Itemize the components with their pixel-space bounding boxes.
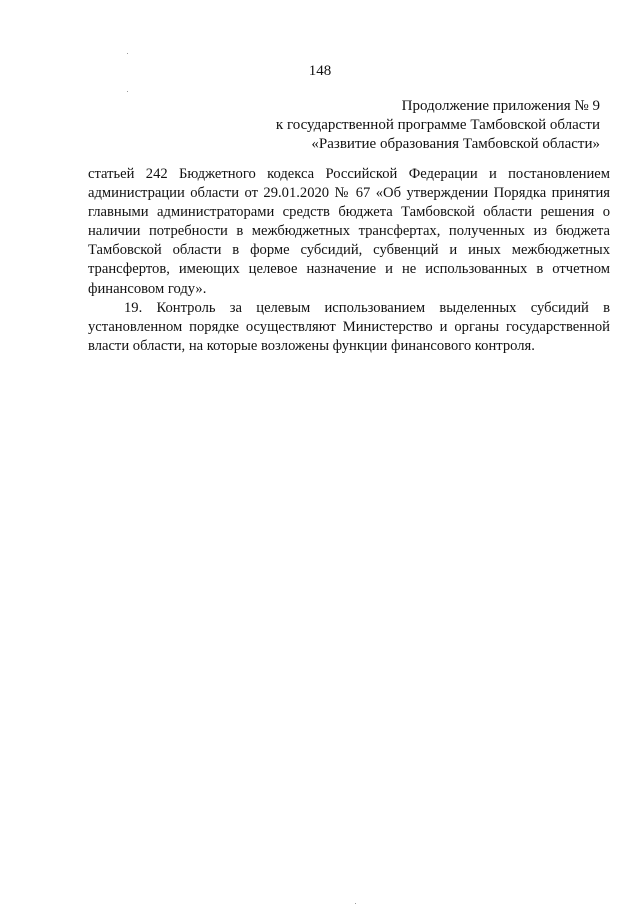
appendix-continuation-line: Продолжение приложения № 9 bbox=[401, 98, 600, 114]
paragraph-continuation: статьей 242 Бюджетного кодекса Российской Федерации и постановлением администрации области от 29.01.2020 № 67 «Об утверждении Порядка принятия главными администраторами средств бюджета Тамбовской области решения о наличии потребности в межбюджетных трансфертах, полученных из бюджета Тамбовской области в форме субсидий, субвенций и иных межбюджетных трансфертов, имеющих целевое назначение и не использованных в отчетном финансовом году». bbox=[88, 166, 610, 297]
appendix-program-title-line: «Развитие образования Тамбовской области» bbox=[311, 136, 600, 152]
page-number: 148 bbox=[308, 63, 332, 79]
scan-speck bbox=[355, 903, 356, 904]
scan-speck bbox=[127, 91, 128, 92]
body-text bbox=[88, 165, 610, 356]
paragraph-item-19: 19. Контроль за целевым использованием выделенных субсидий в установленном порядке осуществляют Министерство и органы государственной власти области, на которые возложены функции финансового контроля. bbox=[88, 299, 610, 354]
appendix-header bbox=[250, 97, 600, 154]
appendix-program-line: к государственной программе Тамбовской области bbox=[275, 117, 600, 133]
scan-speck bbox=[127, 53, 128, 54]
